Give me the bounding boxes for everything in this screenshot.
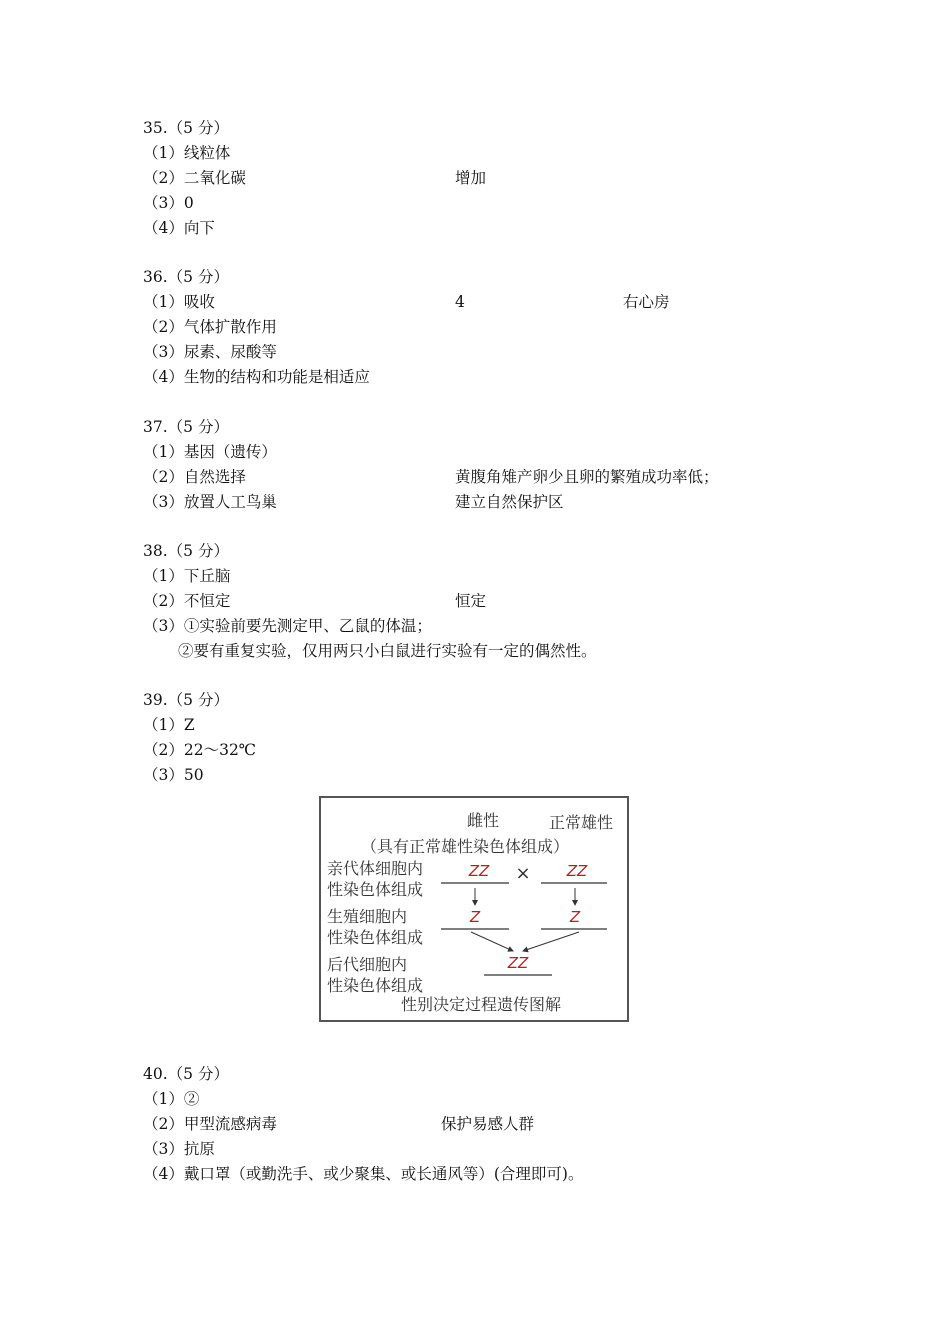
q38-answer-2-part-1: （2）不恒定 [143, 592, 231, 610]
parent-female-genotype: ZZ [468, 862, 490, 880]
q35-answer-3: （3）0 [143, 194, 194, 212]
q40-answer-1: （1）② [143, 1090, 200, 1108]
q36-answer-1 [143, 292, 670, 312]
q39-answer-3: （3）50 [143, 766, 204, 784]
gamete-male: Z [569, 908, 581, 926]
q40-answer-2-part-1: （2）甲型流感病毒 [143, 1115, 277, 1133]
q40-answer-2 [143, 1114, 535, 1134]
q39-answer-2: （2）22～32℃ [143, 741, 257, 759]
row2-label-line2: 性染色体组成 [327, 928, 424, 947]
offspring-genotype: ZZ [507, 954, 529, 972]
q37-answer-2-part-1: （2）自然选择 [143, 468, 246, 486]
q40-answer-2-part-2: 保护易感人群 [441, 1115, 535, 1133]
q36-answer-3: （3）尿素、尿酸等 [143, 343, 277, 361]
q37-answer-3-part-2: 建立自然保护区 [455, 493, 564, 511]
q37-answer-1: （1）基因（遗传） [143, 443, 277, 461]
q38-answer-2-part-2: 恒定 [455, 592, 487, 610]
header-female: 雌性 [467, 811, 500, 830]
q38-answer-2 [143, 591, 487, 611]
row1-label-line2: 性染色体组成 [327, 880, 424, 899]
q36-title: 36.（5 分） [143, 268, 229, 286]
diagram-caption: 性别决定过程遗传图解 [401, 995, 562, 1014]
q39-title: 39.（5 分） [143, 691, 229, 709]
row2-label-line1: 生殖细胞内 [327, 907, 408, 926]
parent-male-genotype: ZZ [566, 862, 588, 880]
q38-answer-3: （3）①实验前要先测定甲、乙鼠的体温； [143, 617, 432, 635]
q37-title: 37.（5 分） [143, 418, 229, 436]
q38-title: 38.（5 分） [143, 542, 229, 560]
header-male: 正常雄性 [549, 813, 614, 832]
q36-answer-2: （2）气体扩散作用 [143, 318, 277, 336]
q35-answer-2-part-1: （2）二氧化碳 [143, 169, 246, 187]
q38-answer-3-continued: ②要有重复实验，仅用两只小白鼠进行实验有一定的偶然性。 [178, 642, 597, 660]
sex-determination-diagram [319, 796, 629, 1022]
q35-answer-4: （4）向下 [143, 219, 215, 237]
q39-answer-1: （1）Z [143, 716, 195, 734]
arrow-male-to-offspring [523, 932, 579, 951]
q35-answer-2 [143, 168, 487, 188]
diagram-subheader: （具有正常雄性染色体组成） [361, 837, 570, 856]
row1-label-line1: 亲代体细胞内 [327, 859, 424, 878]
q36-answer-1-part-3: 右心房 [623, 293, 670, 311]
arrow-female-to-offspring [471, 932, 513, 951]
q35-title: 35.（5 分） [143, 119, 229, 137]
row3-label-line1: 后代细胞内 [327, 955, 408, 974]
q37-answer-2 [143, 467, 719, 487]
q40-title: 40.（5 分） [143, 1065, 229, 1083]
q36-answer-4: （4）生物的结构和功能是相适应 [143, 368, 370, 386]
q35-answer-2-part-2: 增加 [455, 169, 487, 187]
q36-answer-1-part-1: （1）吸收 [143, 293, 215, 311]
q37-answer-3 [143, 492, 564, 512]
q40-answer-4: （4）戴口罩（或勤洗手、或少聚集、或长通风等）(合理即可)。 [143, 1165, 584, 1183]
q37-answer-3-part-1: （3）放置人工鸟巢 [143, 493, 277, 511]
q36-answer-1-part-2: 4 [455, 293, 465, 311]
q37-answer-2-part-2: 黄腹角雉产卵少且卵的繁殖成功率低； [455, 468, 719, 486]
cross-symbol: × [515, 863, 531, 884]
q38-answer-1: （1）下丘脑 [143, 567, 231, 585]
row3-label-line2: 性染色体组成 [327, 976, 424, 995]
gamete-female: Z [469, 908, 481, 926]
q40-answer-3: （3）抗原 [143, 1140, 215, 1158]
q35-answer-1: （1）线粒体 [143, 144, 231, 162]
